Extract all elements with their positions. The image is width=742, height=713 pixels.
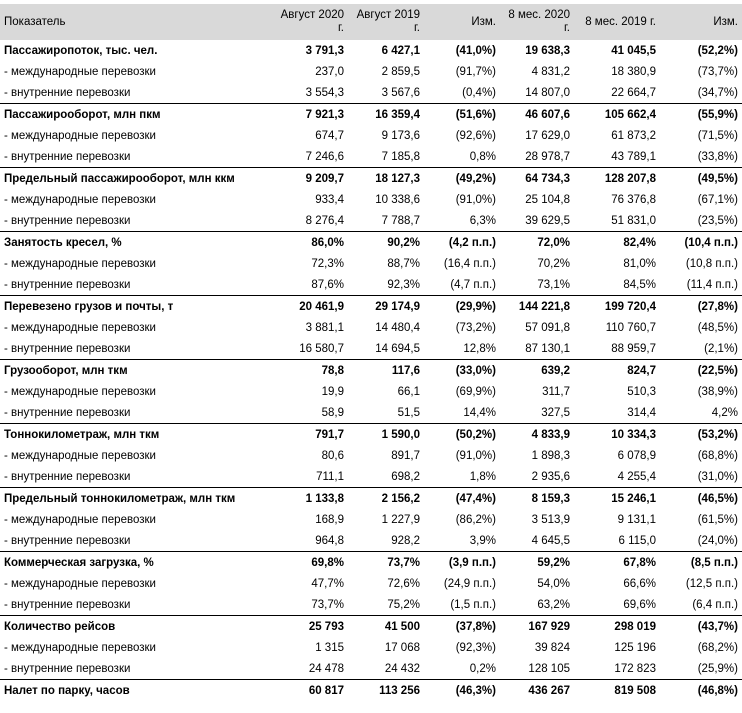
row-label: - международные перевозки — [4, 66, 156, 79]
table-cell: (33,0%) — [424, 360, 500, 383]
table-row-sub — [0, 275, 742, 296]
table-cell: 933,4 — [315, 194, 344, 207]
table-cell: 18 380,9 — [611, 66, 656, 79]
row-label: - внутренние перевозки — [4, 534, 131, 547]
table-cell: 73,7% — [348, 552, 424, 575]
table-cell: 128 105 — [528, 662, 570, 675]
table-row-sub — [0, 190, 742, 211]
table-row-sub — [0, 638, 742, 659]
table-cell: 2 935,6 — [531, 470, 570, 483]
table-cell: 14,4% — [463, 406, 496, 419]
table-body — [0, 40, 742, 702]
table-row-main — [0, 680, 742, 703]
table-cell: 10 334,3 — [574, 424, 660, 447]
table-cell: 58,9 — [321, 406, 344, 419]
table-cell: 311,7 — [542, 386, 570, 399]
table-row-sub — [0, 147, 742, 168]
table-cell: (31,0%) — [697, 470, 738, 483]
table-cell: (22,5%) — [660, 360, 742, 383]
table-cell: 61 873,2 — [611, 130, 656, 143]
table-row-sub — [0, 339, 742, 360]
table-cell: 76 376,8 — [611, 194, 656, 207]
table-cell: 6 427,1 — [381, 45, 420, 57]
table-cell: (4,7 п.п.) — [450, 278, 496, 291]
table-cell: (38,9%) — [697, 386, 738, 399]
table-cell: 928,2 — [391, 534, 420, 547]
table-cell: (46,5%) — [660, 488, 742, 511]
row-label: - внутренние перевозки — [4, 150, 131, 163]
table-cell: 891,7 — [391, 450, 420, 463]
table-cell: 75,2% — [387, 598, 420, 611]
row-label: - международные перевозки — [4, 322, 156, 335]
table-cell: 14 694,5 — [375, 342, 420, 355]
table-cell: (10,4 п.п.) — [660, 232, 742, 255]
table-cell: (12,5 п.п.) — [685, 578, 738, 591]
table-cell: 67,8% — [574, 552, 660, 575]
operating-results-table — [0, 4, 742, 702]
table-cell: 110 760,7 — [605, 322, 656, 335]
table-cell: (16,4 п.п.) — [443, 258, 496, 271]
table-cell: 16 359,4 — [348, 104, 424, 127]
table-cell: 4 645,5 — [531, 534, 570, 547]
table-cell: 1 133,8 — [276, 488, 348, 511]
table-cell: (53,2%) — [660, 424, 742, 447]
table-cell: 25 104,8 — [525, 194, 570, 207]
table-cell: 327,5 — [541, 406, 570, 419]
table-cell: (91,0%) — [455, 194, 496, 207]
table-cell: (11,4 п.п.) — [686, 278, 738, 291]
table-row-sub — [0, 467, 742, 488]
table-cell: 113 256 — [348, 680, 424, 703]
table-cell: 237,0 — [315, 66, 344, 79]
table-cell: (92,3%) — [455, 642, 496, 655]
table-cell: 90,2% — [348, 232, 424, 255]
table-row-main — [0, 488, 742, 511]
table-cell: 128 207,8 — [574, 168, 660, 191]
table-row-sub — [0, 211, 742, 232]
row-label: - внутренние перевозки — [4, 470, 131, 483]
table-cell: 17 629,0 — [525, 130, 570, 143]
table-cell: (86,2%) — [455, 514, 496, 527]
table-cell: (2,1%) — [704, 342, 738, 355]
table-cell: 51 831,0 — [611, 214, 656, 227]
table-cell: 54,0% — [537, 578, 570, 591]
table-cell: 964,8 — [315, 534, 344, 547]
table-cell: 1,8% — [469, 470, 496, 483]
row-label: - внутренние перевозки — [4, 214, 131, 227]
table-cell: 29 174,9 — [348, 296, 424, 319]
table-cell: 4 831,2 — [531, 66, 570, 79]
table-cell: 84,5% — [623, 278, 656, 291]
table-cell: 63,2% — [537, 598, 570, 611]
row-label: - внутренние перевозки — [4, 278, 131, 291]
table-cell: 3 513,9 — [531, 514, 570, 527]
table-cell: (67,1%) — [697, 194, 738, 207]
table-cell: (3,9 п.п.) — [424, 552, 500, 575]
table-cell: (4,2 п.п.) — [424, 232, 500, 255]
table-cell: 24 432 — [384, 662, 420, 675]
table-cell: 80,6 — [321, 450, 344, 463]
table-cell: 125 196 — [614, 642, 656, 655]
table-cell: 117,6 — [348, 360, 424, 383]
table-cell: (52,2%) — [697, 45, 738, 57]
row-label: Пассажирооборот, млн пкм — [0, 104, 276, 127]
row-label: Тоннокилометраж, млн ткм — [0, 424, 276, 447]
table-cell: (23,5%) — [697, 214, 738, 227]
table-cell: 25 793 — [276, 616, 348, 639]
table-cell: 46 607,6 — [500, 104, 574, 127]
table-cell: 28 978,7 — [525, 150, 570, 163]
table-cell: 168,9 — [315, 514, 344, 527]
table-cell: 87,6% — [311, 278, 344, 291]
table-cell: 7 185,8 — [381, 150, 420, 163]
row-label: Налет по парку, часов — [0, 680, 276, 703]
table-cell: (6,4 п.п.) — [692, 598, 738, 611]
table-row-sub — [0, 574, 742, 595]
table-cell: 791,7 — [276, 424, 348, 447]
row-label: - внутренние перевозки — [4, 406, 131, 419]
table-cell: 4 255,4 — [617, 470, 656, 483]
table-cell: (33,8%) — [697, 150, 738, 163]
table-cell: (91,0%) — [455, 450, 496, 463]
table-cell: 711,1 — [316, 470, 344, 483]
table-row-sub — [0, 446, 742, 467]
row-label: Пассажиропоток, тыс. чел. — [4, 45, 158, 57]
table-cell: 9 173,6 — [381, 130, 420, 143]
table-cell: 86,0% — [276, 232, 348, 255]
table-cell: (55,9%) — [660, 104, 742, 127]
table-cell: 14 480,4 — [375, 322, 420, 335]
row-label: Коммерческая загрузка, % — [0, 552, 276, 575]
table-cell: 105 662,4 — [574, 104, 660, 127]
table-cell: (69,9%) — [455, 386, 496, 399]
table-cell: 59,2% — [500, 552, 574, 575]
header-8m-2020: 8 мес. 2020 г. — [500, 4, 574, 40]
table-cell: 47,7% — [311, 578, 344, 591]
table-cell: 88 959,7 — [611, 342, 656, 355]
row-label: - внутренние перевозки — [4, 598, 131, 611]
table-cell: 87 130,1 — [525, 342, 570, 355]
table-cell: 2 859,5 — [381, 66, 420, 79]
table-cell: 81,0% — [623, 258, 656, 271]
table-cell: 9 209,7 — [276, 168, 348, 191]
table-cell: 639,2 — [500, 360, 574, 383]
row-label: - международные перевозки — [4, 130, 156, 143]
table-cell: (71,5%) — [697, 130, 738, 143]
table-cell: 674,7 — [315, 130, 344, 143]
table-cell: (1,5 п.п.) — [450, 598, 496, 611]
table-cell: 8 159,3 — [500, 488, 574, 511]
table-cell: (92,6%) — [455, 130, 496, 143]
table-cell: 18 127,3 — [348, 168, 424, 191]
table-cell: 12,8% — [463, 342, 496, 355]
table-cell: (73,7%) — [697, 66, 738, 79]
row-label: - международные перевозки — [4, 194, 156, 207]
table-cell: (25,9%) — [697, 662, 738, 675]
table-row-main — [0, 296, 742, 319]
row-label: - международные перевозки — [4, 450, 156, 463]
row-label: - международные перевозки — [4, 386, 156, 399]
table-cell: (49,5%) — [660, 168, 742, 191]
table-cell: (34,7%) — [697, 86, 738, 99]
table-row-sub — [0, 254, 742, 275]
row-label: Предельный пассажирооборот, млн ккм — [0, 168, 276, 191]
table-cell: (10,8 п.п.) — [685, 258, 738, 271]
header-change-month: Изм. — [424, 4, 500, 40]
table-cell: 1 227,9 — [381, 514, 420, 527]
table-cell: 3,9% — [469, 534, 496, 547]
table-row-sub — [0, 62, 742, 83]
table-cell: 1 315 — [315, 642, 344, 655]
table-cell: 824,7 — [574, 360, 660, 383]
table-cell: 199 720,4 — [574, 296, 660, 319]
row-label: Предельный тоннокилометраж, млн ткм — [0, 488, 276, 511]
table-cell: 314,4 — [627, 406, 656, 419]
table-cell: (0,4%) — [462, 86, 496, 99]
table-row-sub — [0, 382, 742, 403]
table-row-main — [0, 40, 742, 62]
table-cell: (68,8%) — [697, 450, 738, 463]
header-indicator: Показатель — [0, 4, 276, 40]
table-row-sub — [0, 659, 742, 680]
table-cell: 436 267 — [500, 680, 574, 703]
table-cell: (68,2%) — [697, 642, 738, 655]
table-header-row — [0, 4, 742, 40]
table-cell: (29,9%) — [424, 296, 500, 319]
table-row-sub — [0, 403, 742, 424]
table-cell: (50,2%) — [424, 424, 500, 447]
table-cell: (49,2%) — [424, 168, 500, 191]
table-cell: 73,7% — [311, 598, 344, 611]
table-cell: 24 478 — [308, 662, 344, 675]
table-cell: 298 019 — [574, 616, 660, 639]
table-cell: (91,7%) — [455, 66, 496, 79]
header-aug-2019: Август 2019 г. — [348, 4, 424, 40]
row-label: Занятость кресел, % — [0, 232, 276, 255]
table-cell: 66,1 — [397, 386, 420, 399]
table-cell: 4,2% — [711, 406, 738, 419]
table-cell: (43,7%) — [660, 616, 742, 639]
table-cell: (24,9 п.п.) — [443, 578, 496, 591]
row-label: - внутренние перевозки — [4, 342, 131, 355]
row-label: Грузооборот, млн ткм — [0, 360, 276, 383]
table-cell: 167 929 — [500, 616, 574, 639]
table-cell: 14 807,0 — [525, 86, 570, 99]
table-cell: 73,1% — [537, 278, 570, 291]
table-cell: 82,4% — [574, 232, 660, 255]
table-cell: 8 276,4 — [305, 214, 344, 227]
table-cell: 66,6% — [623, 578, 656, 591]
table-cell: 39 629,5 — [525, 214, 570, 227]
header-change-8m: Изм. — [660, 4, 742, 40]
table-cell: 72,0% — [500, 232, 574, 255]
row-label: - международные перевозки — [4, 258, 156, 271]
table-cell: 70,2% — [537, 258, 570, 271]
table-cell: 20 461,9 — [276, 296, 348, 319]
table-cell: (47,4%) — [424, 488, 500, 511]
table-cell: 41 500 — [348, 616, 424, 639]
table-cell: 1 590,0 — [348, 424, 424, 447]
table-row-main — [0, 616, 742, 639]
table-cell: (8,5 п.п.) — [660, 552, 742, 575]
table-cell: 92,3% — [387, 278, 420, 291]
row-label: - международные перевозки — [4, 514, 156, 527]
row-label: Перевезено грузов и почты, т — [0, 296, 276, 319]
row-label: - внутренние перевозки — [4, 86, 131, 99]
table-cell: 57 091,8 — [525, 322, 570, 335]
table-cell: 39 824 — [534, 642, 570, 655]
table-cell: (27,8%) — [660, 296, 742, 319]
table-row-sub — [0, 126, 742, 147]
table-cell: 72,3% — [311, 258, 344, 271]
table-cell: 7 788,7 — [381, 214, 420, 227]
table-row-main — [0, 104, 742, 127]
header-8m-2019: 8 мес. 2019 г. — [574, 4, 660, 40]
table-row-main — [0, 552, 742, 575]
row-label: - международные перевозки — [4, 578, 156, 591]
table-cell: (73,2%) — [455, 322, 496, 335]
table-row-sub — [0, 531, 742, 552]
table-cell: 144 221,8 — [500, 296, 574, 319]
table-row-main — [0, 232, 742, 255]
table-row-main — [0, 424, 742, 447]
table-cell: 4 833,9 — [500, 424, 574, 447]
table-cell: 819 508 — [574, 680, 660, 703]
table-cell: 43 789,1 — [611, 150, 656, 163]
table-row-sub — [0, 510, 742, 531]
table-cell: (51,6%) — [424, 104, 500, 127]
row-label: - внутренние перевозки — [4, 662, 131, 675]
table-cell: 60 817 — [276, 680, 348, 703]
table-cell: 64 734,3 — [500, 168, 574, 191]
table-cell: 9 131,1 — [617, 514, 656, 527]
table-cell: 69,8% — [276, 552, 348, 575]
table-cell: 78,8 — [276, 360, 348, 383]
table-cell: 41 045,5 — [611, 45, 656, 57]
table-cell: 19 638,3 — [525, 45, 570, 57]
table-cell: (37,8%) — [424, 616, 500, 639]
table-row-sub — [0, 318, 742, 339]
table-cell: 72,6% — [387, 578, 420, 591]
table-cell: 0,8% — [469, 150, 496, 163]
table-cell: (41,0%) — [455, 45, 496, 57]
table-cell: (46,8%) — [660, 680, 742, 703]
table-cell: 6 115,0 — [618, 534, 656, 547]
table-cell: (46,3%) — [424, 680, 500, 703]
table-cell: 3 881,1 — [305, 322, 344, 335]
table-cell: 1 898,3 — [531, 450, 570, 463]
table-cell: 51,5 — [397, 406, 420, 419]
table-cell: 3 791,3 — [305, 45, 344, 57]
table-cell: 6,3% — [469, 214, 496, 227]
row-label: - международные перевозки — [4, 642, 156, 655]
table-cell: 10 338,6 — [375, 194, 420, 207]
table-row-sub — [0, 595, 742, 616]
table-cell: 6 078,9 — [617, 450, 656, 463]
table-row-main — [0, 360, 742, 383]
table-row-main — [0, 168, 742, 191]
table-cell: 3 554,3 — [305, 86, 344, 99]
table-cell: 7 921,3 — [276, 104, 348, 127]
table-cell: (24,0%) — [697, 534, 738, 547]
table-cell: 69,6% — [623, 598, 656, 611]
table-cell: 15 246,1 — [574, 488, 660, 511]
table-cell: 172 823 — [614, 662, 656, 675]
table-cell: 0,2% — [469, 662, 496, 675]
table-cell: (61,5%) — [697, 514, 738, 527]
table-cell: 22 664,7 — [611, 86, 656, 99]
table-cell: 7 246,6 — [305, 150, 344, 163]
table-cell: 3 567,6 — [381, 86, 420, 99]
table-cell: 17 068 — [384, 642, 420, 655]
table-cell: 16 580,7 — [299, 342, 344, 355]
table-cell: 2 156,2 — [348, 488, 424, 511]
row-label: Количество рейсов — [0, 616, 276, 639]
table-cell: 19,9 — [321, 386, 344, 399]
table-cell: 510,3 — [627, 386, 656, 399]
table-cell: 88,7% — [387, 258, 420, 271]
table-cell: (48,5%) — [697, 322, 738, 335]
table-row-sub — [0, 83, 742, 104]
table-cell: 698,2 — [391, 470, 420, 483]
header-aug-2020: Август 2020 г. — [276, 4, 348, 40]
